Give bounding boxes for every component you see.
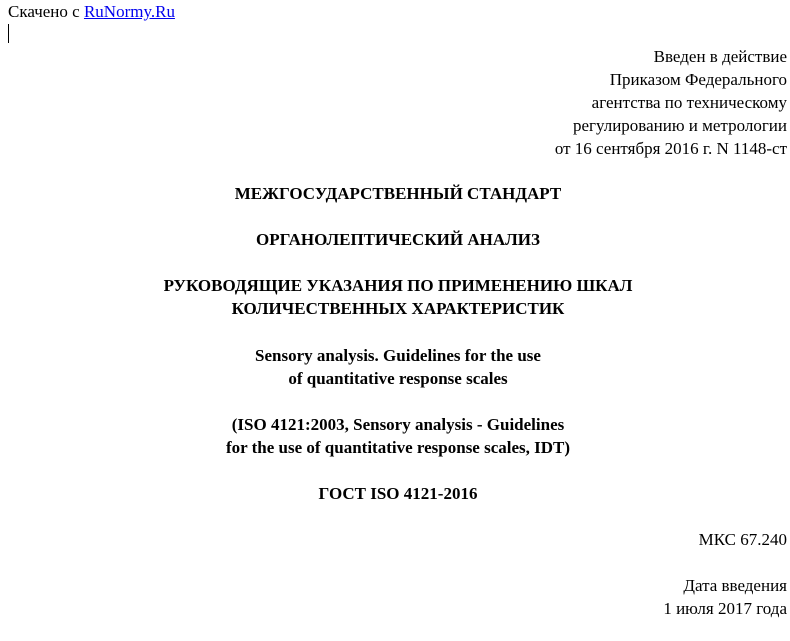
approval-line: регулированию и метрологии (572, 116, 787, 135)
document-title (0, 228, 790, 251)
document-subtitle-line: КОЛИЧЕСТВЕННЫХ ХАРАКТЕРИСТИК (231, 299, 565, 318)
approval-line: Приказом Федерального (609, 70, 787, 89)
iso-reference (0, 413, 790, 459)
source-line (8, 0, 175, 23)
english-title-line: of quantitative response scales (288, 369, 508, 388)
approval-line: агентства по техническому (591, 93, 787, 112)
source-link[interactable]: RuNormy.Ru (83, 2, 175, 21)
mks-code: МКС 67.240 (698, 530, 787, 549)
effective-date: 1 июля 2017 года (663, 599, 787, 618)
document-subtitle (0, 274, 790, 320)
standard-type (0, 182, 790, 205)
approval-block (555, 45, 787, 160)
english-title (0, 344, 790, 390)
document-subtitle-line: РУКОВОДЯЩИЕ УКАЗАНИЯ ПО ПРИМЕНЕНИЮ ШКАЛ (163, 276, 633, 295)
source-prefix: Скачено с (8, 2, 84, 21)
standard-type-text: МЕЖГОСУДАРСТВЕННЫЙ СТАНДАРТ (234, 184, 562, 203)
iso-reference-line: (ISO 4121:2003, Sensory analysis - Guidelines (231, 415, 565, 434)
gost-number-text: ГОСТ ISO 4121-2016 (318, 484, 478, 503)
approval-line: Введен в действие (653, 47, 787, 66)
effective-date-label: Дата введения (683, 576, 787, 595)
document-title-text: ОРГАНОЛЕПТИЧЕСКИЙ АНАЛИЗ (256, 230, 540, 249)
approval-line: от 16 сентября 2016 г. N 1148-ст (554, 139, 787, 158)
english-title-line: Sensory analysis. Guidelines for the use (255, 346, 541, 365)
iso-reference-line: for the use of quantitative response scales, IDT) (225, 438, 571, 457)
gost-number (0, 482, 790, 505)
text-cursor (8, 24, 9, 43)
